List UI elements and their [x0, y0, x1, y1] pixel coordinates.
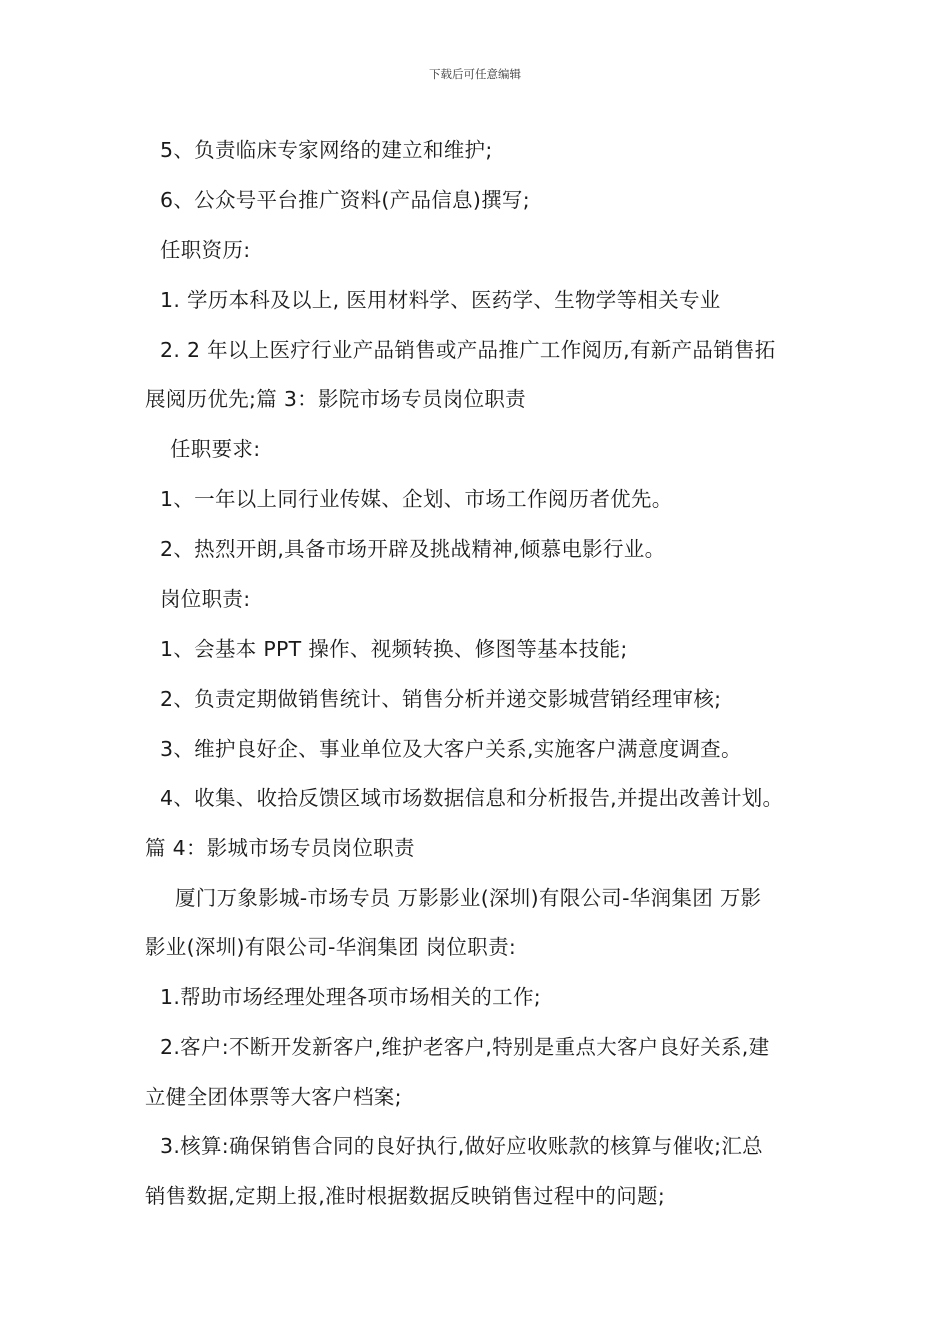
- text-line: 1、会基本 PPT 操作、视频转换、修图等基本技能;: [160, 637, 628, 661]
- text-line: 展阅历优先;篇 3：影院市场专员岗位职责: [145, 387, 526, 411]
- text-line: 厦门万象影城-市场专员 万影影业(深圳)有限公司-华润集团 万影: [175, 886, 762, 910]
- text-line: 5、负责临床专家网络的建立和维护;: [160, 138, 493, 162]
- text-line: 2.客户:不断开发新客户,维护老客户,特别是重点大客户良好关系,建: [160, 1035, 770, 1059]
- text-line: 影业(深圳)有限公司-华润集团 岗位职责:: [145, 935, 517, 959]
- page-header: 下载后可任意编辑: [429, 67, 521, 81]
- text-line: 任职资历:: [160, 238, 251, 262]
- text-line: 1、一年以上同行业传媒、企划、市场工作阅历者优先。: [160, 487, 673, 511]
- text-line: 4、收集、收拾反馈区域市场数据信息和分析报告,并提出改善计划。: [160, 786, 784, 810]
- text-line: 3.核算:确保销售合同的良好执行,做好应收账款的核算与催收;汇总: [160, 1134, 763, 1158]
- text-line: 2、热烈开朗,具备市场开辟及挑战精神,倾慕电影行业。: [160, 537, 666, 561]
- text-line: 3、维护良好企、事业单位及大客户关系,实施客户满意度调查。: [160, 737, 742, 761]
- text-line: 篇 4：影城市场专员岗位职责: [145, 836, 415, 860]
- text-line: 销售数据,定期上报,准时根据数据反映销售过程中的问题;: [145, 1184, 666, 1208]
- text-line: 2、负责定期做销售统计、销售分析并递交影城营销经理审核;: [160, 687, 722, 711]
- text-line: 1.帮助市场经理处理各项市场相关的工作;: [160, 985, 541, 1009]
- text-line: 立健全团体票等大客户档案;: [145, 1085, 402, 1109]
- text-line: 2. 2 年以上医疗行业产品销售或产品推广工作阅历,有新产品销售拓: [160, 338, 776, 362]
- text-line: 6、公众号平台推广资料(产品信息)撰写;: [160, 188, 530, 212]
- text-line: 任职要求:: [170, 437, 261, 461]
- text-line: 岗位职责:: [160, 587, 251, 611]
- text-line: 1. 学历本科及以上, 医用材料学、医药学、生物学等相关专业: [160, 288, 721, 312]
